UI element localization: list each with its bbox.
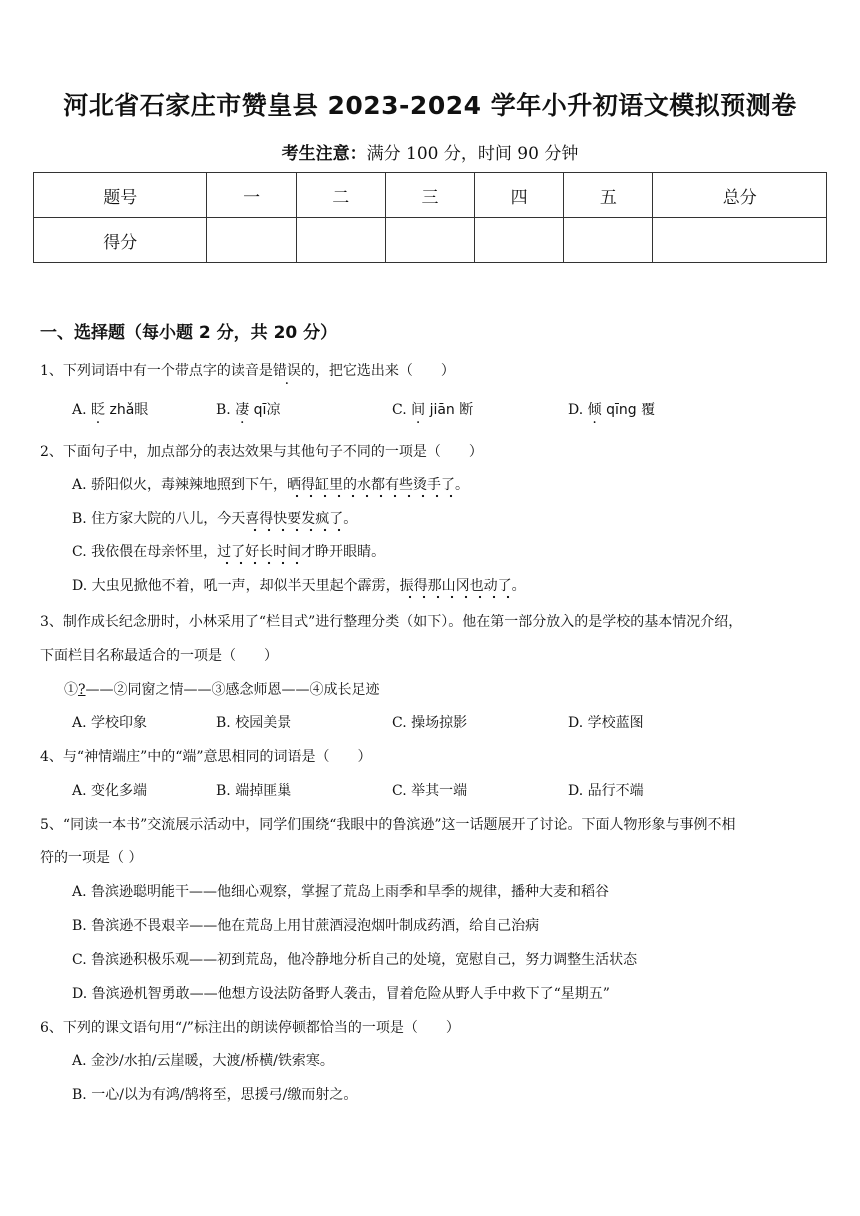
score-table-header-row (34, 173, 827, 218)
pinyin: qī (253, 402, 267, 418)
score-cell[interactable] (207, 218, 296, 263)
q1-option-d[interactable] (568, 399, 655, 419)
q4-option-d[interactable]: D. 品行不端 (568, 783, 644, 799)
q3-column-sequence (64, 679, 380, 699)
dotted-char-text: 眨 (91, 402, 106, 418)
q4-option-c[interactable]: C. 举其一端 (392, 783, 468, 799)
q2-option-a[interactable] (72, 474, 469, 494)
q3-option-c[interactable]: C. 操场掠影 (392, 715, 468, 731)
score-header-cell: 一 (207, 173, 296, 218)
dotted-char-text: 间 (411, 402, 426, 418)
option-text: 。 (455, 477, 470, 493)
option-letter: D. (568, 402, 584, 418)
question-2-stem: 2、下面句子中，加点部分的表达效果与其他句子不同的一项是（ ） (40, 444, 483, 460)
option-rest: 凉 (266, 402, 281, 418)
q1-dotted-text: 错误 (272, 363, 301, 379)
score-header-cell: 二 (296, 173, 385, 218)
q2-option-d[interactable] (72, 575, 526, 595)
score-table-row (34, 218, 827, 263)
score-cell[interactable] (653, 218, 827, 263)
dotted-char (91, 402, 105, 418)
column-text: ① (64, 682, 78, 698)
option-letter: B. (216, 402, 231, 418)
option-text: 。 (511, 578, 526, 594)
question-5-stem-line2: 符的一项是（ ） (40, 850, 143, 866)
question-4-stem: 4、与“神情端庄”中的“端”意思相同的词语是（ ） (40, 749, 372, 765)
q3-option-d[interactable]: D. 学校蓝图 (568, 715, 644, 731)
q5-option-b[interactable]: B. 鲁滨逊不畏艰辛——他在荒岛上用甘蔗酒浸泡烟叶制成药酒，给自己治病 (72, 918, 540, 934)
score-header-cell: 五 (564, 173, 653, 218)
exam-notice (0, 139, 860, 164)
question-6-stem: 6、下列的课文语句用“/”标注出的朗读停顿都恰当的一项是（ ） (40, 1020, 460, 1036)
q3-option-a[interactable]: A. 学校印象 (72, 715, 148, 731)
section-heading: 一、选择题（每小题 2 分，共 20 分） (40, 323, 338, 343)
score-row-label: 得分 (34, 218, 207, 263)
q3-option-b[interactable]: B. 校园美景 (216, 715, 292, 731)
option-letter: A. (72, 402, 87, 418)
option-text: B. 住方家大院的八儿，今天 (72, 511, 246, 527)
option-text: 才睁开眼睛。 (301, 544, 386, 560)
q1-option-c[interactable] (392, 399, 473, 419)
q5-option-c[interactable]: C. 鲁滨逊积极乐观——初到荒岛，他冷静地分析自己的处境，宽慰自己，努力调整生活状态 (72, 952, 638, 968)
q5-option-a[interactable]: A. 鲁滨逊聪明能干——他细心观察，掌握了荒岛上雨季和旱季的规律，播种大麦和稻谷 (72, 884, 610, 900)
pinyin: qīng (606, 402, 637, 418)
dotted-phrase: 振得那山冈也动了 (400, 578, 512, 599)
option-text: 。 (343, 511, 358, 527)
dotted-char (235, 402, 249, 418)
q1-stem-part: 的，把它选出来（ ） (300, 363, 455, 379)
question-1-stem (40, 360, 455, 380)
dotted-phrase: 过了好长时间 (217, 544, 301, 565)
score-cell[interactable] (385, 218, 474, 263)
option-letter: C. (392, 402, 407, 418)
q2-option-b[interactable] (72, 508, 357, 528)
notice-label: 考生注意： (281, 144, 367, 164)
question-3-stem-line2: 下面栏目名称最适合的一项是（ ） (40, 648, 278, 664)
q6-option-b[interactable]: B. 一心/以为有鸿/鹄将至，思援弓/缴而射之。 (72, 1087, 358, 1103)
option-rest: 眼 (134, 402, 149, 418)
option-text: C. 我依偎在母亲怀里， (72, 544, 218, 560)
dotted-phrase: 喜得快要发疯了 (245, 511, 343, 532)
q1-dotted-word (273, 363, 301, 379)
q1-stem-part: 1、下列词语中有一个带点字的读音是 (40, 363, 273, 379)
pinyin: jiān (429, 402, 455, 418)
option-rest: 覆 (641, 402, 656, 418)
q2-option-c[interactable] (72, 541, 385, 561)
notice-text: 满分 100 分，时间 90 分钟 (366, 144, 579, 164)
column-blank: ? (78, 682, 86, 698)
pinyin: zhǎ (109, 402, 135, 418)
score-cell[interactable] (564, 218, 653, 263)
q4-option-a[interactable]: A. 变化多端 (72, 783, 148, 799)
q5-option-d[interactable]: D. 鲁滨逊机智勇敢——他想方设法防备野人袭击，冒着危险从野人手中救下了“星期五” (72, 986, 610, 1002)
dotted-phrase: 晒得缸里的水都有些烫手了 (287, 477, 455, 498)
question-3-stem-line1: 3、制作成长纪念册时，小林采用了“栏目式”进行整理分类（如下）。他在第一部分放入的是学校的基本情况介绍， (40, 614, 743, 630)
column-text: ——②同窗之情——③感念师恩——④成长足迹 (85, 682, 380, 698)
dotted-char (588, 402, 602, 418)
q6-option-a[interactable]: A. 金沙/水拍/云崖暖，大渡/桥横/铁索寒。 (72, 1053, 334, 1069)
page-title: 河北省石家庄市赞皇县 2023-2024 学年小升初语文模拟预测卷 (63, 91, 797, 120)
option-text: A. 骄阳似火，毒辣辣地照到下午， (72, 477, 288, 493)
score-cell[interactable] (475, 218, 564, 263)
score-header-cell: 题号 (34, 173, 207, 218)
q1-option-b[interactable] (216, 399, 280, 419)
score-header-cell: 四 (475, 173, 564, 218)
score-cell[interactable] (296, 218, 385, 263)
option-text: D. 大虫见掀他不着，吼一声，却似半天里起个霹雳， (72, 578, 400, 594)
score-header-cell: 总分 (653, 173, 827, 218)
option-rest: 断 (459, 402, 474, 418)
q1-option-a[interactable] (72, 399, 148, 419)
score-table (33, 172, 827, 263)
dotted-char (411, 402, 425, 418)
dotted-char-text: 凄 (235, 402, 250, 418)
dotted-char-text: 倾 (587, 402, 602, 418)
q4-option-b[interactable]: B. 端掉匪巢 (216, 783, 292, 799)
question-5-stem-line1: 5、“同读一本书”交流展示活动中，同学们围绕“我眼中的鲁滨逊”这一话题展开了讨论。下面人物形象与事例不相 (40, 817, 736, 833)
score-header-cell: 三 (385, 173, 474, 218)
